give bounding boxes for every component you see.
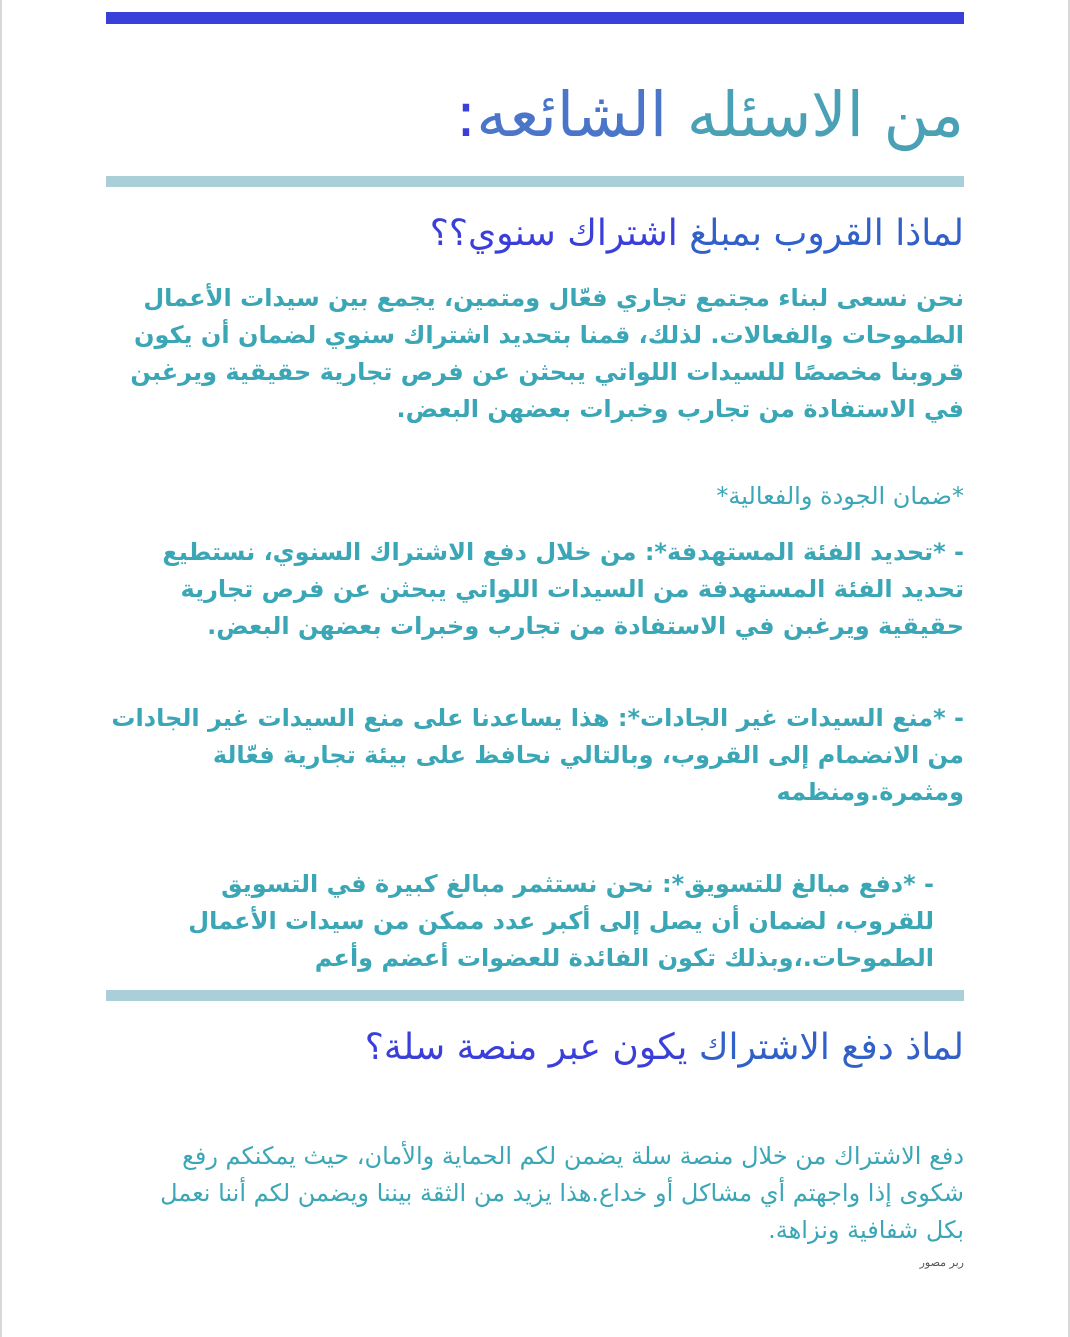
signature: ربر مصور — [919, 1256, 964, 1269]
document-page — [106, 0, 964, 1337]
title-part-2: الشائعه — [476, 78, 668, 151]
divider-1 — [106, 176, 964, 187]
page-edge-left — [0, 0, 2, 1337]
section1-heading-b: اشتراك سنوي؟؟ — [429, 213, 678, 254]
section2-body: دفع الاشتراك من خلال منصة سلة يضمن لكم الحماية والأمان، حيث يمكنكم رفع شكوى إذا واجهتم أي مشاكل أو خداع.هذا يزيد من الثقة بيننا ويضمن لكم أننا نعمل بكل شفافية ونزاهة. — [160, 1142, 964, 1244]
section1-intro: نحن نسعى لبناء مجتمع تجاري فعّال ومتمين، يجمع بين سيدات الأعمال الطموحات والفعالات. لذلك، قمنا بتحديد اشتراك سنوي لضمان أن يكون قروبنا مخصصًا للسيدات اللواتي يبحثن عن فرص تجارية حقيقية ويرغبن في الاستفادة من تجارب وخبرات بعضهن البعض. — [130, 284, 964, 423]
section2-heading-b: يكون عبر منصة سلة؟ — [364, 1027, 688, 1068]
page-title — [106, 70, 964, 160]
quality-heading: *ضمان الجودة والفعالية* — [716, 482, 964, 510]
title-part-1: من الاسئله — [686, 78, 964, 151]
section2-heading — [106, 1024, 964, 1072]
title-part-3: : — [455, 78, 477, 151]
section1-heading — [106, 210, 964, 258]
bullet-prevent-unserious: - *منع السيدات غير الجادات*: هذا يساعدنا على منع السيدات غير الجادات من الانضمام إلى القروب، وبالتالي نحافظ على بيئة تجارية فعّالة ومثمرة.ومنظمه — [111, 704, 964, 806]
top-accent-bar — [106, 12, 964, 24]
divider-2 — [106, 990, 964, 1001]
section1-heading-a: لماذا القروب بمبلغ — [689, 213, 964, 254]
bullet-target-group: - *تحديد الفئة المستهدفة*: من خلال دفع الاشتراك السنوي، نستطيع تحديد الفئة المستهدفة من السيدات اللواتي يبحثن عن فرص تجارية حقيقية ويرغبن في الاستفادة من تجارب وخبرات بعضهن البعض. — [162, 538, 964, 640]
section2-heading-a: لماذ دفع الاشتراك — [698, 1027, 964, 1068]
bullet-marketing: - *دفع مبالغ للتسويق*: نحن نستثمر مبالغ كبيرة في التسويق للقروب، لضمان أن يصل إلى أكبر عدد ممكن من سيدات الأعمال الطموحات.،وبذلك تكون الفائدة للعضوات أعضم وأعم — [188, 870, 934, 972]
